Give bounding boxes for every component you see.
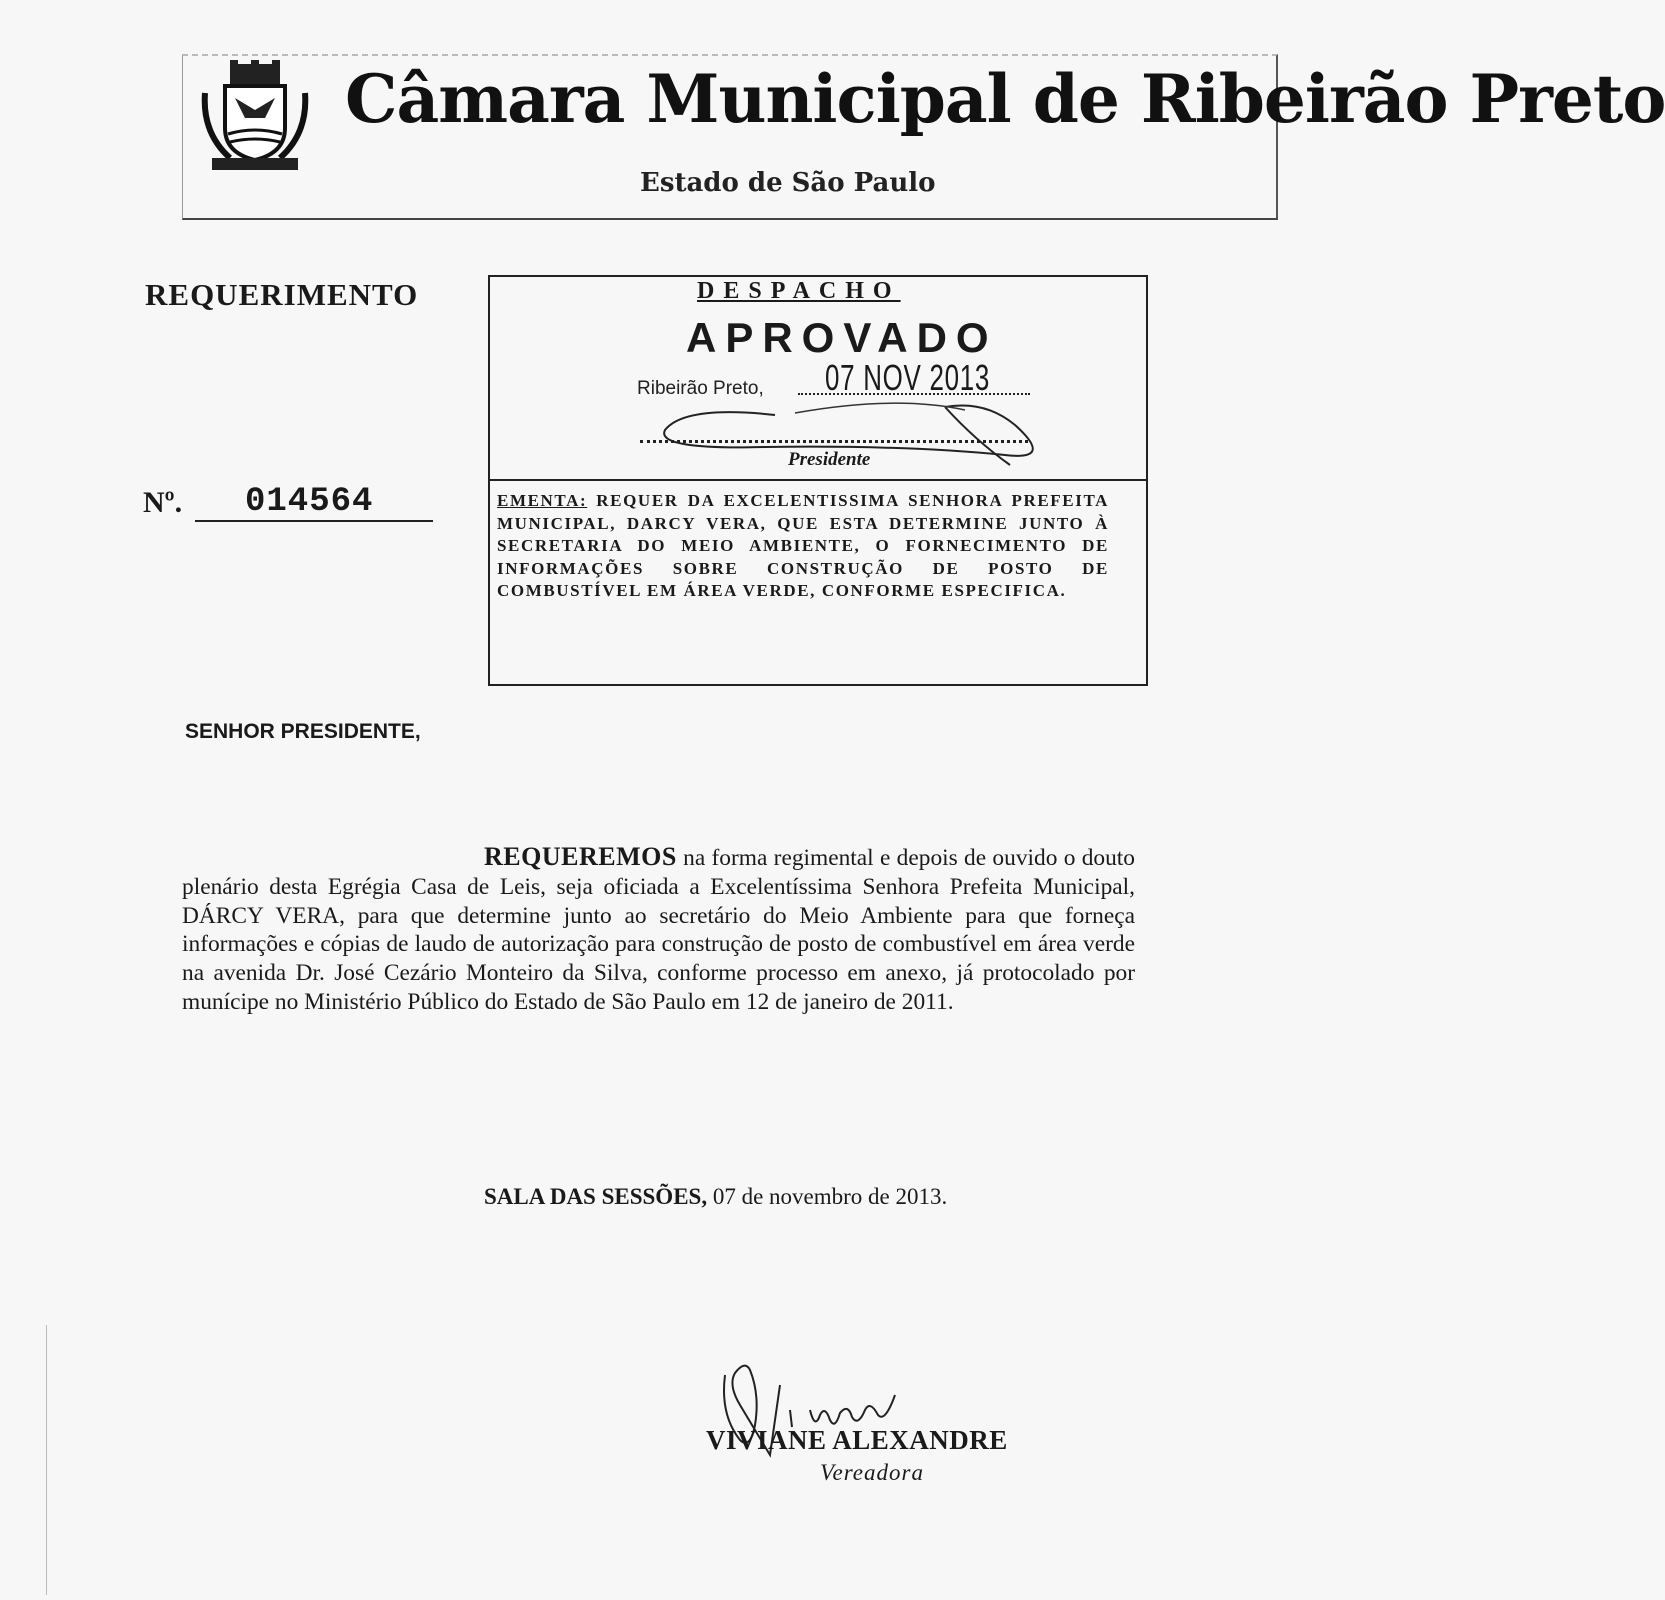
signature-dotted-line bbox=[640, 440, 1028, 443]
ementa-text bbox=[497, 490, 1109, 603]
session-room: SALA DAS SESSÕES, bbox=[484, 1184, 708, 1209]
approval-stamp: APROVADO bbox=[686, 314, 998, 361]
session-closing bbox=[484, 1184, 947, 1210]
document-type-label: REQUERIMENTO bbox=[145, 277, 419, 312]
request-lead: REQUEREMOS bbox=[484, 842, 677, 871]
request-text: na forma regimental e depois de ouvido o douto plenário desta Egrégia Casa de Leis, seja oficiada a Excelentíssima Senhora Prefeita Municipal, DÁRCY VERA, para que determine junto ao secretário do Meio Ambiente para que forneça informações e cópias de laudo de autorização para construção de posto de combustível em área verde na avenida Dr. José Cezário Monteiro da Silva, conforme processo em anexo, já protocolado por munícipe no Ministério Público do Estado de São Paulo em 12 de janeiro de 2011. bbox=[182, 845, 1135, 1015]
despacho-place: Ribeirão Preto, bbox=[637, 378, 764, 399]
despacho-title: DESPACHO bbox=[697, 278, 901, 304]
signer-name: VIVIANE ALEXANDRE bbox=[706, 1425, 1008, 1455]
signer-role: Vereadora bbox=[820, 1460, 924, 1485]
document-number: 014564 bbox=[245, 483, 374, 521]
ementa-body: REQUER DA EXCELENTISSIMA SENHORA PREFEITA MUNICIPAL, DARCY VERA, QUE ESTA DETERMINE JUNTO À SECRETARIA DO MEIO AMBIENTE, O FORNECIMENTO DE INFORMAÇÕES SOBRE CONSTRUÇÃO DE POSTO DE COMBUSTÍVEL EM ÁREA VERDE, CONFORME ESPECIFICA. bbox=[497, 491, 1109, 601]
ementa-label: EMENTA: bbox=[497, 491, 588, 510]
number-prefix: Nº. bbox=[143, 486, 183, 519]
coat-of-arms-icon bbox=[200, 58, 310, 178]
salutation: SENHOR PRESIDENTE, bbox=[185, 720, 421, 743]
session-date: 07 de novembro de 2013. bbox=[712, 1184, 948, 1209]
despacho-date-stamp: 07 NOV 2013 bbox=[825, 357, 990, 398]
president-label: Presidente bbox=[788, 449, 871, 470]
request-body bbox=[182, 843, 1135, 1017]
scan-margin-line bbox=[46, 1325, 47, 1595]
chamber-title: Câmara Municipal de Ribeirão Preto bbox=[345, 60, 1665, 138]
chamber-subtitle: Estado de São Paulo bbox=[640, 168, 936, 198]
